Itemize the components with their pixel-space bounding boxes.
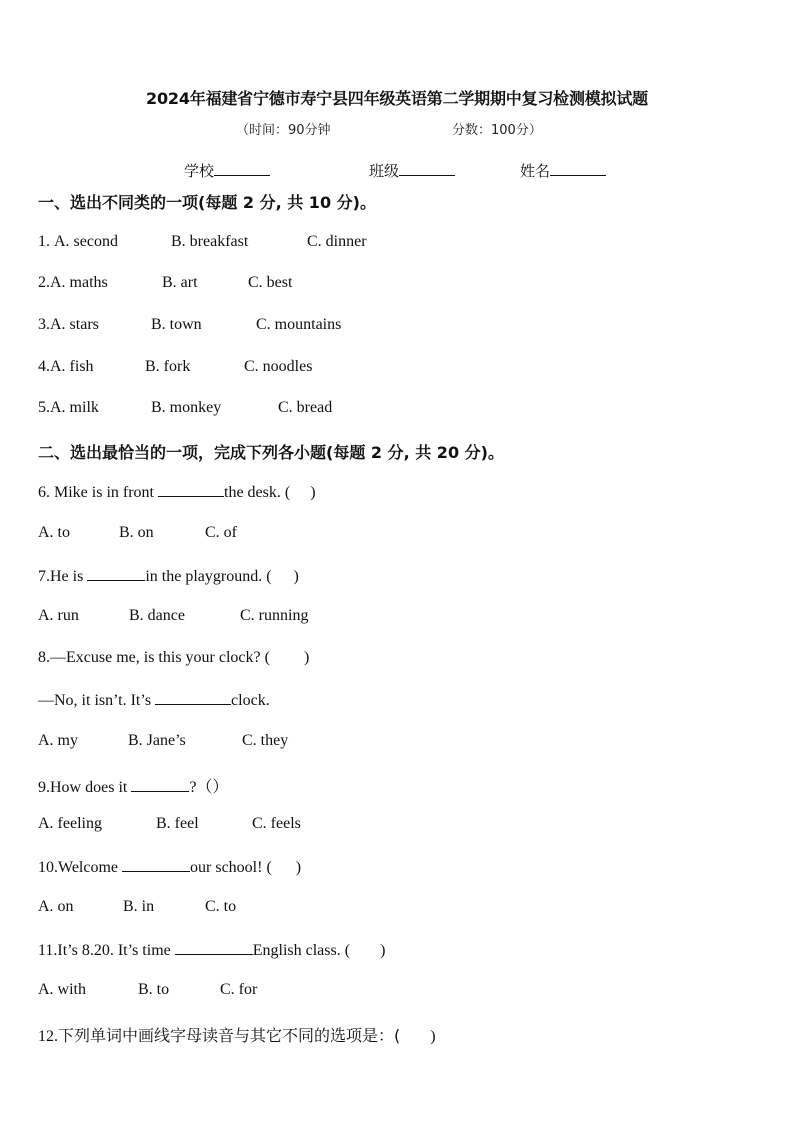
option-b: B. art bbox=[162, 274, 198, 291]
option-a: A. maths bbox=[50, 274, 108, 291]
school-label: 学校 bbox=[184, 162, 215, 180]
option-c: C. bread bbox=[278, 399, 333, 416]
question-5 bbox=[38, 399, 332, 417]
school-field bbox=[184, 160, 270, 181]
answer-blank[interactable] bbox=[155, 690, 231, 705]
name-field bbox=[520, 160, 606, 181]
question-text: 11.It’s 8.20. It’s time bbox=[38, 942, 175, 959]
question-text-end: our school! ( bbox=[190, 859, 272, 876]
option-b: B. fork bbox=[145, 358, 191, 375]
question-text: 下列单词中画线字母读音与其它不同的选项是：( bbox=[58, 1026, 401, 1045]
question-8 bbox=[38, 649, 309, 667]
option-b: B. breakfast bbox=[171, 233, 249, 250]
question-text: 7.He is bbox=[38, 568, 88, 585]
option-c: C. for bbox=[220, 981, 258, 998]
answer-blank[interactable] bbox=[175, 940, 253, 955]
paren-close: ) bbox=[303, 649, 310, 666]
option-a: A. fish bbox=[50, 358, 94, 375]
question-text: 10.Welcome bbox=[38, 859, 123, 876]
question-text-end: English class. ( bbox=[252, 942, 351, 959]
option-c: C. running bbox=[240, 607, 309, 624]
option-b: B. town bbox=[151, 316, 202, 333]
paren-close: ) bbox=[310, 484, 316, 501]
answer-blank[interactable] bbox=[131, 777, 189, 792]
option-b: B. Jane’s bbox=[128, 732, 186, 749]
option-b: B. in bbox=[123, 898, 155, 915]
option-c: C. to bbox=[205, 898, 237, 915]
option-c: C. feels bbox=[252, 815, 301, 832]
paren-close: ) bbox=[380, 942, 386, 959]
question-text-end: clock. bbox=[231, 692, 270, 709]
question-text: 9.How does it bbox=[38, 779, 132, 796]
name-blank[interactable] bbox=[550, 161, 606, 176]
name-label: 姓名 bbox=[520, 162, 551, 180]
question-text-end: ?（） bbox=[189, 779, 229, 796]
answer-blank[interactable] bbox=[158, 482, 224, 497]
question-11 bbox=[38, 940, 385, 960]
exam-score: 分数：100分） bbox=[452, 123, 542, 138]
question-10 bbox=[38, 857, 301, 877]
question-7 bbox=[38, 566, 299, 586]
question-number: 2. bbox=[38, 274, 50, 291]
option-b: B. on bbox=[119, 524, 154, 541]
question-8-options bbox=[38, 732, 288, 750]
question-number: 3. bbox=[38, 316, 50, 333]
question-number: 5. bbox=[38, 399, 50, 416]
question-8-reply bbox=[38, 690, 270, 710]
paren-close: ) bbox=[430, 1028, 436, 1045]
question-text: —No, it isn’t. It’s bbox=[38, 692, 156, 709]
option-c: C. mountains bbox=[256, 316, 342, 333]
option-c: C. best bbox=[248, 274, 293, 291]
option-a: A. to bbox=[38, 524, 70, 541]
school-blank[interactable] bbox=[214, 161, 270, 176]
question-6-options bbox=[38, 524, 237, 542]
question-number: 12. bbox=[38, 1028, 58, 1045]
option-a: A. stars bbox=[50, 316, 99, 333]
option-c: C. they bbox=[242, 732, 289, 749]
exam-time: （时间：90分钟 bbox=[236, 123, 331, 138]
option-a: A. on bbox=[38, 898, 74, 915]
answer-blank[interactable] bbox=[87, 566, 145, 581]
class-field bbox=[369, 160, 455, 181]
option-b: B. to bbox=[138, 981, 170, 998]
section2-title: 二、选出最恰当的一项，完成下列各小题(每题 2 分, 共 20 分)。 bbox=[38, 443, 504, 462]
class-label: 班级 bbox=[369, 162, 400, 180]
paren-close: ) bbox=[295, 859, 302, 876]
option-a: A. my bbox=[38, 732, 78, 749]
option-b: B. dance bbox=[129, 607, 185, 624]
question-4 bbox=[38, 358, 312, 376]
question-3 bbox=[38, 316, 341, 334]
question-1 bbox=[38, 233, 367, 251]
option-c: C. of bbox=[205, 524, 237, 541]
question-12 bbox=[38, 1023, 436, 1046]
paren-close: ) bbox=[293, 568, 299, 585]
question-text-end: in the playground. ( bbox=[145, 568, 272, 585]
question-6 bbox=[38, 482, 316, 502]
question-text-end: the desk. ( bbox=[224, 484, 291, 501]
question-7-options bbox=[38, 607, 308, 625]
option-a: A. milk bbox=[50, 399, 99, 416]
question-9 bbox=[38, 774, 228, 797]
answer-blank[interactable] bbox=[122, 857, 190, 872]
option-b: B. monkey bbox=[151, 399, 222, 416]
question-9-options bbox=[38, 815, 301, 833]
option-a: A. second bbox=[54, 233, 118, 250]
option-a: A. feeling bbox=[38, 815, 102, 832]
option-c: C. noodles bbox=[244, 358, 313, 375]
option-b: B. feel bbox=[156, 815, 199, 832]
question-text: 6. Mike is in front bbox=[38, 484, 158, 501]
question-10-options bbox=[38, 898, 236, 916]
question-text: 8.—Excuse me, is this your clock? ( bbox=[38, 649, 270, 666]
question-number: 4. bbox=[38, 358, 50, 375]
section1-title: 一、选出不同类的一项(每题 2 分, 共 10 分)。 bbox=[38, 193, 376, 212]
question-2 bbox=[38, 274, 292, 292]
question-number: 1. bbox=[38, 233, 54, 250]
option-a: A. run bbox=[38, 607, 79, 624]
class-blank[interactable] bbox=[399, 161, 455, 176]
question-11-options bbox=[38, 981, 257, 999]
option-a: A. with bbox=[38, 981, 86, 998]
option-c: C. dinner bbox=[307, 233, 367, 250]
page-title: 2024年福建省宁德市寿宁县四年级英语第二学期期中复习检测模拟试题 bbox=[146, 89, 648, 108]
